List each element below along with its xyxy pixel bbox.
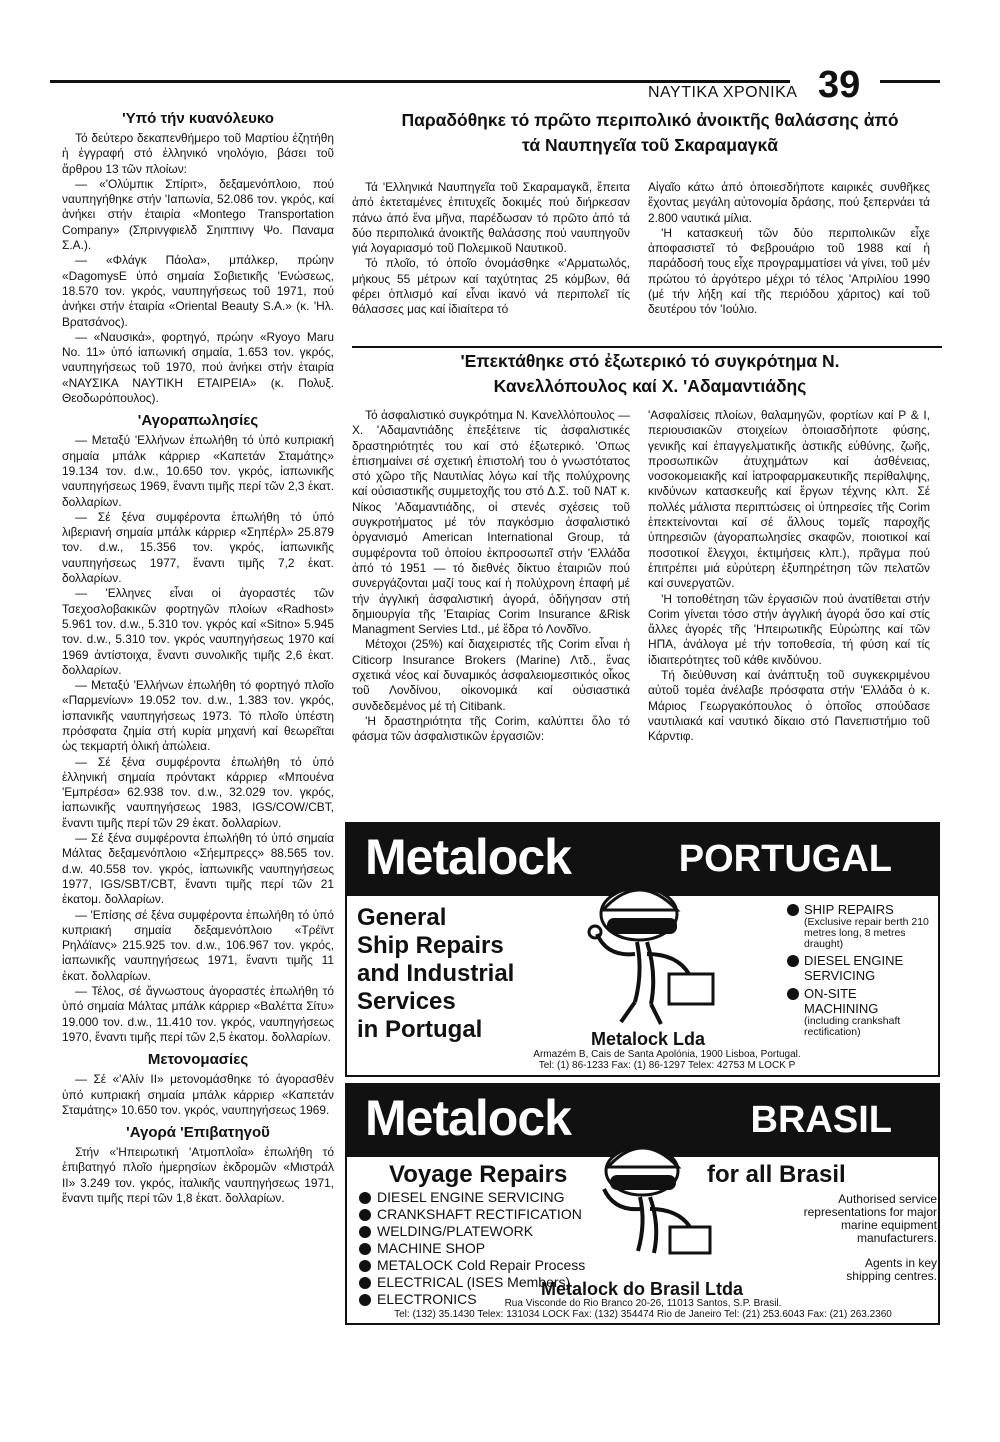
bullet-icon xyxy=(787,955,799,967)
bullet-icon xyxy=(359,1260,371,1272)
article1-col2 xyxy=(648,180,930,318)
paragraph: — «Ναυσικά», φορτηγό, πρώην «Ryoyo Maru No. 11» ὑπό ἰαπωνική σημαία, 1.653 τον. γκρός, ναυπηγήσεως τοῦ 1970, πού ἀνήκει στήν ἑταιρία «ΝΑΥΣΙΚΑ ΝΑΥΤΙΚΗ ΕΤΑΙΡΕΙΑ» (κ. Πολυξ. Θεοδωρόπουλος). xyxy=(62,329,334,406)
section-title-renames: Μετονομασίες xyxy=(147,1051,249,1069)
paragraph: 'Η τοποθέτηση τῶν ἐργασιῶν πού ἀνατίθεται στήν Corim γίνεται τόσο στήν ἀγγλική ἀγορά ὅσο καί στίς ἄλλες ἀγορές τῆς 'Ηπειρωτικῆς Εὐρώπης καί τῶν ΗΠΑ, ἀνάλογα μέ τήν τοποθεσία, τή φύση καί τίς ἰδιαιτερότητες τοῦ κάθε κινδύνου. xyxy=(648,591,930,667)
ad-address: Armazém B, Cais de Santa Apolónia, 1900 Lisboa, Portugal. Tel: (1) 86-1233 Fax: (1) 86-1297 Telex: 42753 M LOCK P xyxy=(533,1049,801,1071)
header-rule-left xyxy=(50,80,790,83)
header-rule-right xyxy=(880,80,940,83)
ad-metalock-portugal xyxy=(345,822,940,1077)
bullet-icon xyxy=(359,1209,371,1221)
paragraph: Τά 'Ελληνικά Ναυπηγεῖα τοῦ Σκαραμαγκᾶ, ἔπειτα ἀπό ἐκτεταμένες ἐπιτυχεῖς δοκιμές πού διήρκεσαν πάνω ἀπό ἕνα μῆνα, παρέδωσαν τό πρῶτο ἀπό τά δύο περιπολικά ἀνοικτῆς θαλάσσης πού ναυπηγοῦν γιά λογαριασμό τοῦ Πολεμικοῦ Ναυτικοῦ. xyxy=(352,180,630,256)
paragraph: Τό πλοῖο, τό ὁποῖο ὀνομάσθηκε «'Αρματωλός, μήκους 55 μέτρων καί ταχύτητας 25 κόμβων, θά φέρει ὁπλισμό καί εἶναι ἱκανό νά περιπολεῖ τίς θάλασσες μας καί ἰδιαίτερα τό xyxy=(352,256,630,317)
paragraph: — «Φλάγκ Πάολα», μπάλκερ, πρώην «DagomysE ὑπό σημαία Σοβιετικῆς 'Ενώσεως, 18.570 τον. γκρός, ναυπηγήσεως τοῦ 1971, πού ἀνήκει στήν ἑταιρία «Oriental Beauty S.A.» (κ. 'Ηλ. Βρατσάνος). xyxy=(62,253,334,329)
paragraph: Μέτοχοι (25%) καί διαχειριστές τῆς Corim εἶναι ἡ Citicorp Insurance Brokers (Marine) Λτδ., ἕνας σχετικά νέος καί δυναμικός ἀσφαλειομεσιτικός οἶκος τοῦ Λονδίνου, οἰκονομικά καί οὐσιαστικά συνδεδεμένος μέ τή Citibank. xyxy=(352,637,630,713)
left-column xyxy=(62,110,334,1206)
article1-headline: Παραδόθηκε τό πρῶτο περιπολικό ἀνοικτῆς θαλάσσης ἀπό τά Ναυπηγεῖα τοῦ Σκαραμαγκᾶ xyxy=(401,110,899,155)
paragraph: Τό δεύτερο δεκαπενθήμερο τοῦ Μαρτίου ἐζητήθη ἡ ἐγγραφή στό ἑλληνικό νηολόγιο, βάσει τοῦ ἄρθρου 13 τῶν πλοίων: xyxy=(62,131,334,176)
bullet-icon xyxy=(787,988,799,1000)
paragraph: — Σέ ξένα συμφέροντα ἐπωλήθη τό ὑπό σημαία Μάλτας δεξαμενόπλοιο «Σήεμπρεςς» 88.565 τον. d.w. 40.558 τον. γκρός, ἰαπωνικῆς ναυπηγήσεως 1977, IGS/SBT/CBT, ἔναντι τιμῆς περί τῶν 21 ἑκατομ. δολλαρίων. xyxy=(62,831,334,907)
ad-country: PORTUGAL xyxy=(678,838,892,880)
publication-name: ΝΑΥΤΙΚΑ ΧΡΟΝΙΚΑ xyxy=(648,84,798,101)
bullet-icon xyxy=(359,1277,371,1289)
section-title-sales: 'Αγοραπωλησίες xyxy=(137,412,259,430)
bullet-icon xyxy=(787,904,799,916)
bullet-icon xyxy=(359,1192,371,1204)
paragraph: Τή διεύθυνση καί ἀνάπτυξη τοῦ συγκεκριμένου αὐτοῦ τομέα ἀνέλαβε πρόσφατα στήν 'Ελλάδα ὁ κ. Μάριος Γεωργακόπουλος ὁ ὁποῖος σπούδασε ναυτιλιακά καί ναυτικό δίκαιο στό Πανεπιστήμιο τοῦ Κάρντιφ. xyxy=(648,668,930,744)
welder-mascot-icon xyxy=(582,1123,722,1273)
paragraph: — Μεταξύ 'Ελλήνων ἐπωλήθη τό φορτηγό πλοῖο «Παρμενίων» 19.052 τον. d.w., 1.383 τον. γκρός, ἰσπανικῆς ναυπηγήσεως 1973. Τό πλοῖο ὑπέστη πρόσφατα ζημία στή κυρία μηχανή καί θεωρεῖται ὡς τεκμαρτή ὁλική ἀπώλεια. xyxy=(62,678,334,754)
paragraph: 'Η κατασκευή τῶν δύο περιπολικῶν εἶχε ἀποφασιστεῖ τό Φεβρουάριο τοῦ 1988 καί ἡ παράδοσή τους εἶχε προγραμματίσει νά γίνει, τοῦ μέν πρώτου τό ἀργότερο μέχρι τό τέλος 'Απριλίου 1990 (μέ τήν λήξη καί τῆς περιόδου χάριτος) καί τοῦ δευτέρου τόν 'Ιούλιο. xyxy=(648,225,930,317)
article2-col1 xyxy=(352,408,630,745)
paragraph: 'Η δραστηριότητα τῆς Corim, καλύπτει ὅλο τό φάσμα τῶν ἀσφαλιστικῶν ἐργασιῶν: xyxy=(352,713,630,744)
paragraph: Τό ἀσφαλιστικό συγκρότημα Ν. Κανελλόπουλος — Χ. 'Αδαμαντιάδης ἐπεξέτεινε τίς ἀσφαλιστικές δραστηριότητές του καί στό ἐξωτερικό. 'Οπως ἐπισημαίνει σέ σχετική ἐπιστολή του ὁ γνωστότατος στό χῶρο τῆς Ναυτιλίας λόγω καί τῆς πολύχρονης καί οὐσιαστικῆς συμμετοχῆς του στό Δ.Σ. τοῦ ΝΑΤ κ. Νίκος 'Αδαμαντιάδης, οἱ στενές σχέσεις τοῦ συγκροτήματος μέ τόν παγκόσμιο ἀσφαλιστικό ὀργανισμό American International Group, τά συμφέροντα τοῦ ὁποίου ἐκπροσωπεῖ στήν 'Ελλάδα ἀπό τό 1951 — τό διεθνές δίκτυο ἑταιριῶν πού συνεργάζονται μαζί τους καί ἡ πολύχρονη ἐπαφή μέ τήν ἀγγλική ἀσφαλιστική ἀγορά, ὁδήγησαν στή δημιουργία τῆς 'Εταιρίας Corim Insurance &Risk Managment Servies Ltd., μέ ἕδρα τό Λονδῖνο. xyxy=(352,408,630,637)
paragraph: — Τέλος, σέ ἄγνωστους ἀγοραστές ἐπωλήθη τό ὑπό σημαία Μάλτας μπάλκ κάρριερ «Βαλέττα Σίτυ» 19.000 τον. d.w., 11.410 τον. γκρός, ναυπηγήσεως 1970, ἔναντι τιμῆς περί τῶν 2,5 ἑκατομ. δολλαρίων. xyxy=(62,984,334,1044)
metalock-logo: Metalock xyxy=(365,1090,571,1146)
article1-col1 xyxy=(352,180,630,318)
paragraph: — 'Επίσης σέ ξένα συμφέροντα ἐπωλήθη τό ὑπό κυπριακή σημαία δεξαμενόπλοιο «Τρέϊντ Ρηλάϊανς» 215.925 τον. d.w., 106.967 τον. γκρός, ἰαπωνικῆς ναυπηγήσεως 1971, ἔναντι τιμῆς 11 ἑκατ. δολλαρίων. xyxy=(62,907,334,983)
bullet-icon xyxy=(359,1243,371,1255)
paragraph: — Σέ ξένα συμφέροντα ἐπωλήθη τό ὑπό λιβεριανή σημαία μπάλκ κάρριερ «Σηπέρλ» 25.879 τον. d.w., 15.356 τον. γκρός, ἰαπωνικῆς ναυπηγήσεως 1977, ἔναντι τιμῆς 7,2 ἑκατ. δολλαρίων. xyxy=(62,509,334,586)
paragraph: — Μεταξύ 'Ελλήνων ἐπωλήθη τό ὑπό κυπριακή σημαία μπάλκ κάρριερ «Καπετάν Σταμάτης» 19.134 τον. d.w., 10.650 τον. γκρός, ἰαπωνικῆς ναυπηγήσεως 1969, ἔναντι τιμῆς περί τῶν 2,3 ἑκατ. δολλαρίων. xyxy=(62,433,334,509)
ad-tagline-left: Voyage Repairs xyxy=(389,1161,568,1188)
ad-address: Rua Visconde do Rio Branco 20-26, 11013 Santos, S.P. Brasil. Tel: (132) 35.1430 Telex: 131034 LOCK Fax: (132) 354474 Rio de Janeiro Tel: (21) 253.6043 Fax: (21) 263.2360 xyxy=(394,1298,892,1320)
ad-note-representations: Authorised service representations for major marine equipment manufacturers. xyxy=(803,1192,937,1245)
paragraph: — «'Ολύμπικ Σπίριτ», δεξαμενόπλοιο, πού ναυπηγήθηκε στήν 'Ιαπωνία, 52.086 τον. γκρός, καί ἀνήκει στήν ἑταιρία «Montego Transportation Company» (Σπρινγφιελδ Σηιππινγ Ψο. Παναμα Σ.Α.). xyxy=(62,176,334,253)
page-number: 39 xyxy=(818,64,861,106)
ad-country: BRASIL xyxy=(750,1099,892,1141)
section-title-flag: 'Υπό τήν κυανόλευκο xyxy=(122,110,274,127)
welder-mascot-icon xyxy=(577,862,727,1032)
paragraph: Αἰγαῖο κάτω ἀπό ὁποιεσδήποτε καιρικές συνθῆκες ἔχοντας μεγάλη αὐτονομία δράσης, πού ξεπερνάει τά 2.800 ναυτικά μίλια. xyxy=(648,180,930,225)
ad-services: SHIP REPAIRS (Exclusive repair berth 210 metres long, 8 metres draught) DIESEL ENGINE SERVICING ON-SITE MACHINING (including crankshaft rectification) xyxy=(787,902,932,1041)
paragraph: 'Ασφαλίσεις πλοίων, θαλαμηγῶν, φορτίων καί P & I, περιουσιακῶν στοιχείων ὁποιασδήποτε φύσης, γενικῆς καί ἐπαγγελματικῆς ἀστικῆς εὐθύνης, ζωῆς, προσωπικῶν ἀτυχημάτων καί ἀσθένειας, νοσοκομειακῆς καί ἰατροφαρμακευτικῆς περίθαλψης, κινδύνων κατασκευῆς καί ἔργων τέχνης κλπ. Σέ πολλές μάλιστα περιπτώσεις οἱ ὑπηρεσίες τῆς Corim ἐπεκτείνονται καί σέ ἄλλους τομεῖς παροχῆς ὑπηρεσιῶν (ἀγοραπωλησίες σκαφῶν, ποιοτικοί καί ποσοτικοί ἔλεγχοι, ἐκτιμήσεις κλπ.), πρᾶγμα πού ἐπιτρέπει μιά εὐρύτερη ἐξυπηρέτηση τῶν πελατῶν καί συνεργατῶν. xyxy=(648,408,930,591)
ad-services: DIESEL ENGINE SERVICING CRANKSHAFT RECTIFICATION WELDING/PLATEWORK MACHINE SHOP METALOCK Cold Repair Process ELECTRICAL (ISES Members) ELECTRONICS xyxy=(359,1189,599,1308)
article2-col2 xyxy=(648,408,930,745)
paragraph: Στήν «'Ηπειρωτική 'Ατμοπλοΐα» ἐπωλήθη τό ἐπιβατηγό πλοῖο ἡμερησίων ἐκδρομῶν «Μιστράλ II» 3.249 τον. γκρός, ἰταλικῆς ναυπηγήσεως 1971, ἔναντι τιμῆς περί τῶν 1,8 ἑκατ. δολλαρίων. xyxy=(62,1145,334,1205)
metalock-logo: Metalock xyxy=(365,829,571,885)
paragraph: — Σέ «'Αλίν II» μετονομάσθηκε τό ἀγορασθέν ὑπό κυπριακή σημαία μπάλκ κάρριερ «Καπετάν Σταμάτης» 10.650 τον. γκρός, ναυπηγήσεως 1969. xyxy=(62,1072,334,1117)
article2-headline: 'Επεκτάθηκε στό ἐξωτερικό τό συγκρότημα Ν. Κανελλόπουλος καί Χ. 'Αδαμαντιάδης xyxy=(460,351,840,396)
ad-note-agents: Agents in key shipping centres. xyxy=(846,1256,937,1283)
ad-tagline: General Ship Repairs and Industrial Services in Portugal xyxy=(357,904,515,1043)
ad-metalock-brasil xyxy=(345,1083,940,1325)
article-divider xyxy=(352,346,942,348)
paragraph: — 'Ελληνες εἶναι οἱ ἀγοραστές τῶν Τσεχοσλοβακικῶν φορτηγῶν πλοίων «Radhost» 5.961 τον. d.w., 5.310 τον. γκρός καί «Sitno» 5.945 τον. d.w., 5.310 τον. γκρός ναυπηγήσεως 1970 καί 1969 ἀντίστοιχα, ἔναντι συνολικῆς τιμῆς 2,6 ἑκατ. δολλαρίων. xyxy=(62,586,334,677)
paragraph: — Σέ ξένα συμφέροντα ἐπωλήθη τό ὑπό ἑλληνική σημαία πρόντακτ κάρριερ «Μπουένα 'Εμπρέσα» 62.938 τον. d.w., 32.029 τον. γκρός, ἰαπωνικῆς ναυπηγήσεως 1983, IGS/COW/CBT, ἔναντι τιμῆς περί τῶν 29 ἑκατ. δολλαρίων. xyxy=(62,754,334,830)
section-title-passenger: 'Αγορά 'Επιβατηγοῦ xyxy=(126,1124,270,1142)
ad-company: Metalock do Brasil Ltda xyxy=(541,1279,744,1299)
ad-company: Metalock Lda xyxy=(591,1029,706,1049)
bullet-icon xyxy=(359,1226,371,1238)
ad-tagline-right: for all Brasil xyxy=(707,1161,846,1188)
